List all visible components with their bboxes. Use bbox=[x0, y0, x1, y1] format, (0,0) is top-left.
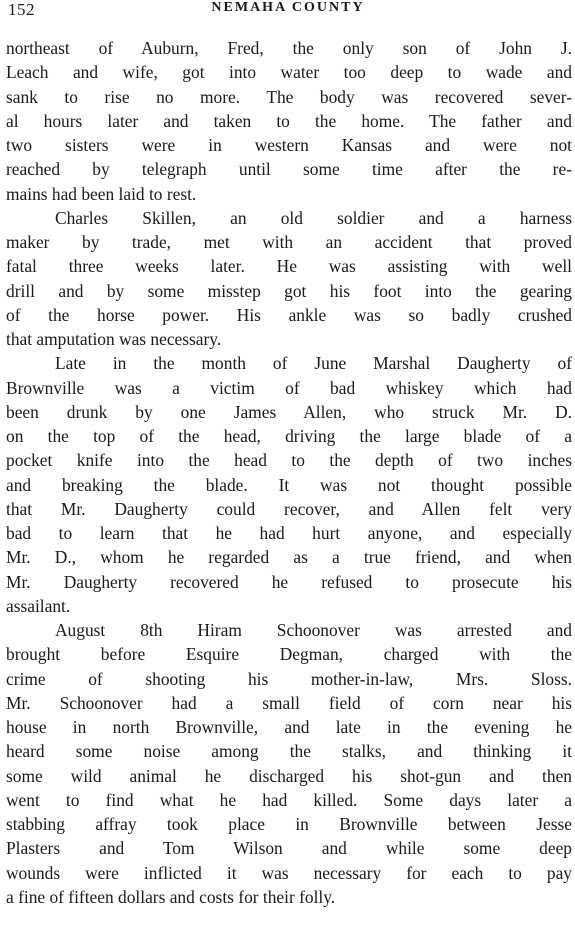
text-line: Mr. Daugherty recovered he refused to prosecute his bbox=[6, 571, 572, 592]
text-line: some wild animal he discharged his shot-gun and then bbox=[6, 765, 572, 786]
text-line: fatal three weeks later. He was assisting with well bbox=[6, 256, 572, 277]
text-line: maker by trade, met with an accident that proved bbox=[6, 232, 572, 252]
text-line: been drunk by one James Allen, who struck Mr. D. bbox=[6, 401, 572, 422]
text-line: Charles Skillen, an old soldier and a harness bbox=[55, 207, 572, 228]
text-line: Late in the month of June Marshal Daugherty of bbox=[55, 353, 572, 374]
text-line: heard some noise among the stalks, and thinking it bbox=[6, 741, 572, 762]
text-line: northeast of Auburn, Fred, the only son of John J. bbox=[6, 38, 572, 58]
text-line: stabbing affray took place in Brownville between Jesse bbox=[6, 814, 572, 834]
text-line: al hours later and taken to the home. The father and bbox=[6, 110, 572, 131]
text-line: went to find what he had killed. Some days later a bbox=[6, 789, 572, 810]
text-line: and breaking the blade. It was not thought possible bbox=[6, 474, 572, 495]
text-line: two sisters were in western Kansas and were not bbox=[6, 135, 572, 155]
text-line: Mr. D., whom he regarded as a true friend, and when bbox=[6, 547, 572, 568]
text-line: brought before Esquire Degman, charged with the bbox=[6, 644, 572, 665]
running-head: NEMAHA COUNTY bbox=[211, 0, 365, 15]
text-line: Leach and wife, got into water too deep to wade and bbox=[6, 62, 572, 83]
text-line: bad to learn that he had hurt anyone, and especially bbox=[6, 523, 572, 543]
page-header bbox=[8, 0, 568, 22]
text-line: that Mr. Daugherty could recover, and Allen felt very bbox=[6, 498, 572, 519]
text-line: Brownville was a victim of bad whiskey which had bbox=[6, 377, 572, 398]
text-line: wounds were inflicted it was necessary for each to pay bbox=[6, 862, 572, 883]
text-line: on the top of the head, driving the large blade of a bbox=[6, 426, 572, 446]
text-line: mains had been laid to rest. bbox=[6, 183, 197, 204]
text-line: house in north Brownville, and late in the evening he bbox=[6, 717, 572, 737]
text-line: August 8th Hiram Schoonover was arrested and bbox=[55, 620, 572, 640]
text-line: a fine of fifteen dollars and costs for their folly. bbox=[6, 886, 336, 907]
text-line: pocket knife into the head to the depth of two inches bbox=[6, 450, 572, 471]
text-line: Mr. Schoonover had a small field of corn near his bbox=[6, 692, 572, 713]
body-text bbox=[6, 36, 572, 909]
text-line: Plasters and Tom Wilson and while some deep bbox=[6, 838, 572, 859]
text-line: of the horse power. His ankle was so badly crushed bbox=[6, 304, 572, 325]
text-line: that amputation was necessary. bbox=[6, 329, 222, 349]
text-line: drill and by some misstep got his foot into the gearing bbox=[6, 280, 572, 301]
text-line: assailant. bbox=[6, 595, 71, 616]
text-line: reached by telegraph until some time after the re- bbox=[6, 159, 572, 180]
page-number: 152 bbox=[8, 0, 35, 19]
text-line: sank to rise no more. The body was recovered sever- bbox=[6, 86, 572, 107]
text-line: crime of shooting his mother-in-law, Mrs. Sloss. bbox=[6, 668, 572, 689]
